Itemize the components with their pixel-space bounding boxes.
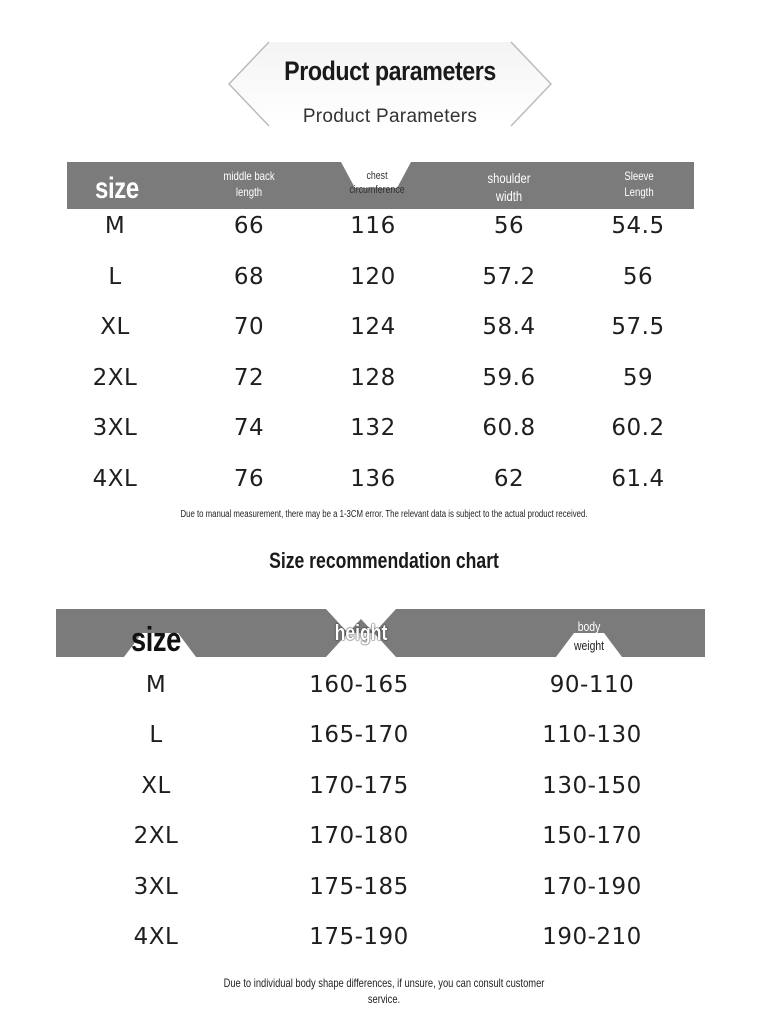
middle-back-length-header: middle back length [223,169,275,199]
sleeve-length-cell: 57.5 [611,314,665,340]
measurement-note: Due to manual measurement, there may be a 1-3CM error. The relevant data is subject to the actual product received. [180,509,588,520]
height-cell: 165-170 [309,722,409,748]
chest-circumference-cell: 116 [350,213,396,239]
height-cell: 175-185 [309,874,409,900]
sleeve-length-cell: 61.4 [611,466,665,492]
chest-circumference-cell: 128 [350,365,396,391]
chest-circumference-cell: 124 [350,314,396,340]
middle-back-length-cell: 74 [233,415,265,441]
middle-back-length-cell: 68 [233,264,265,290]
height-cell: 175-190 [309,924,409,950]
chest-circumference-cell: 132 [350,415,396,441]
middle-back-length-cell: 70 [233,314,265,340]
size-cell: 4XL [92,466,138,492]
size-cell: M [104,213,126,239]
size-cell: M [145,672,167,698]
weight-cell: 150-170 [542,823,642,849]
body-shape-note: Due to individual body shape differences, if unsure, you can consult customer service. [223,976,545,1007]
weight-cell: 110-130 [542,722,642,748]
shoulder-width-cell: 59.6 [482,365,536,391]
shoulder-width-cell: 57.2 [482,264,536,290]
size-cell: L [149,722,163,748]
shoulder-width-cell: 58.4 [482,314,536,340]
middle-back-length-cell: 66 [233,213,265,239]
height-cell: 170-180 [309,823,409,849]
size-cell: 3XL [92,415,138,441]
sleeve-length-header: Sleeve Length [624,169,654,199]
heading-subtitle: Product Parameters [302,106,478,127]
size-cell: 4XL [133,924,179,950]
weight-cell: 190-210 [542,924,642,950]
size-header-label: size [95,172,139,205]
middle-back-length-cell: 76 [233,466,265,492]
size-cell: 2XL [92,365,138,391]
sleeve-length-cell: 56 [622,264,654,290]
height-header: height [334,620,388,645]
size-cell: XL [100,314,130,340]
weight-cell: 170-190 [542,874,642,900]
size-cell: L [108,264,122,290]
product-table-header [67,162,694,209]
size-header-label: size [131,621,181,657]
height-cell: 160-165 [309,672,409,698]
sleeve-length-cell: 60.2 [611,415,665,441]
recommendation-title: Size recommendation chart [269,548,499,573]
sleeve-length-cell: 54.5 [611,213,665,239]
weight-cell: 90-110 [549,672,635,698]
body-weight-header: body weight [573,619,605,653]
chest-circumference-header: chest circumference [349,170,405,197]
recommendation-table-header [56,609,705,657]
size-cell: 3XL [133,874,179,900]
chest-circumference-cell: 136 [350,466,396,492]
chest-circumference-cell: 120 [350,264,396,290]
sleeve-length-cell: 59 [622,365,654,391]
size-cell: 2XL [133,823,179,849]
height-cell: 170-175 [309,773,409,799]
shoulder-width-header: shoulder width [487,170,531,205]
middle-back-length-cell: 72 [233,365,265,391]
heading-title: Product parameters [284,56,496,86]
shoulder-width-cell: 60.8 [482,415,536,441]
shoulder-width-cell: 56 [493,213,525,239]
size-cell: XL [141,773,171,799]
weight-cell: 130-150 [542,773,642,799]
shoulder-width-cell: 62 [493,466,525,492]
